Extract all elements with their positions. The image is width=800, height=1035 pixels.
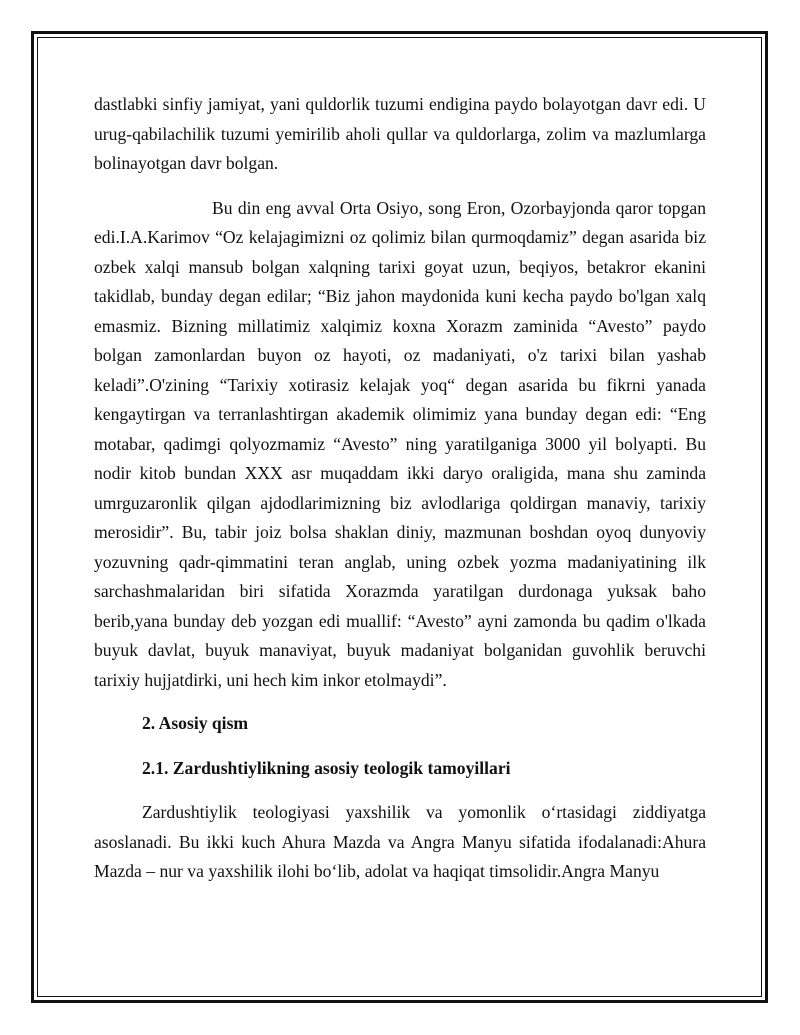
paragraph: Bu din eng avval Orta Osiyo, song Eron, Ozorbayjonda qaror topgan edi.I.A.Karimov “Oz kelajagimizni oz qolimiz bilan qurmoqdamiz” degan asarida biz ozbek xalqi mansub bolgan xalqning tarixi goyat uzun, beqiyos, betakror ekanini takidlab, bunday degan edilar; “Biz jahon maydonida kuni kecha paydo bo'lgan xalq emasmiz. Bizning millatimiz xalqimiz koxna Xorazm zaminida “Avesto” paydo bolgan zamonlardan buyon oz hayoti, oz madaniyati, o'z tarixi bilan yashab keladi”.O'zining “Tarixiy xotirasiz kelajak yoq“ degan asarida bu fikrni yanada kengaytirgan va terranlashtirgan akademik olimimiz yana bunday degan edi: “Eng motabar, qadimgi qolyozmamiz “Avesto” ning yaratilganiga 3000 yil bolyapti. Bu nodir kitob bundan XXX asr muqaddam ikki daryo oraligida, mana shu zaminda umrguzaronlik qilgan ajdodlarimizning biz avlodlariga qoldirgan manaviy, tarixiy merosidir”. Bu, tabir joiz bolsa shaklan diniy, mazmunan boshdan oyoq dunyoviy yozuvning qadr-qimmatini teran anglab, uning ozbek yozma madaniyatining ilk sarchashmalaridan biri sifatida Xorazmda yaratilgan durdonaga yuksak baho berib,yana bunday deb yozgan edi muallif: “Avesto” ayni zamonda bu qadim o'lkada buyuk davlat, buyuk manaviyat, buyuk madaniyat bolganidan guvohlik beruvchi tarixiy hujjatdirki, uni hech kim inkor etolmaydi”.: [94, 197, 706, 690]
paragraph: Zardushtiylik teologiyasi yaxshilik va yomonlik o‘rtasidagi ziddiyatga asoslanadi. Bu ikki kuch Ahura Mazda va Angra Manyu sifatida ifodalanadi:Ahura Mazda – nur va yaxshilik ilohi bo‘lib, adolat va haqiqat timsolidir.Angra Manyu: [94, 802, 706, 881]
paragraph: dastlabki sinfiy jamiyat, yani quldorlik tuzumi endigina paydo bolayotgan davr edi. U urug-qabilachilik tuzumi yemirilib aholi qullar va quldorlarga, zolim va mazlumlarga bolinayotgan davr bolgan.: [94, 94, 706, 173]
section-heading: 2. Asosiy qism: [142, 713, 249, 733]
document-body: [94, 90, 706, 887]
subsection-heading: 2.1. Zardushtiylikning asosiy teologik tamoyillari: [142, 757, 511, 778]
